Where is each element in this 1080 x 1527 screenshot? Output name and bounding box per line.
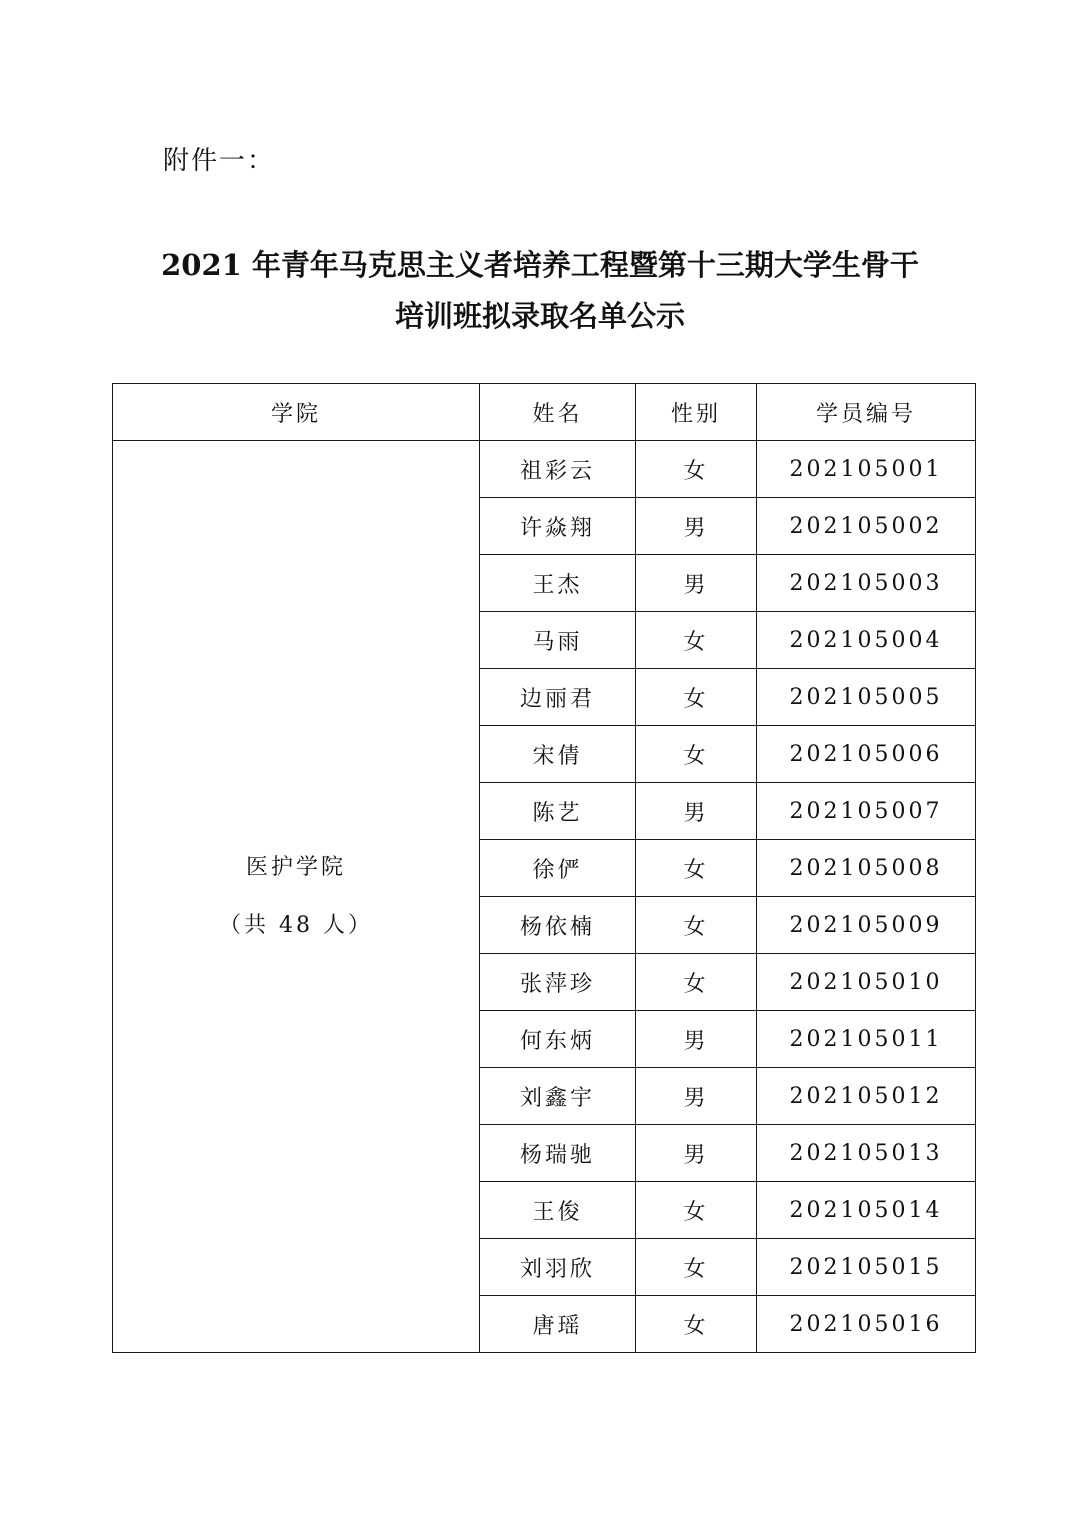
student-name: 杨瑞驰 <box>480 1125 636 1182</box>
student-name: 徐俨 <box>480 840 636 897</box>
table-row <box>113 441 976 498</box>
student-name: 边丽君 <box>480 669 636 726</box>
student-name: 祖彩云 <box>480 441 636 498</box>
student-gender: 女 <box>636 726 757 783</box>
student-name: 刘鑫宇 <box>480 1068 636 1125</box>
college-count: （共 48 人） <box>219 912 373 938</box>
student-id: 202105008 <box>757 840 976 897</box>
college-cell <box>113 441 480 1353</box>
admission-roster-table <box>112 383 976 1353</box>
student-name: 何东炳 <box>480 1011 636 1068</box>
student-gender: 女 <box>636 441 757 498</box>
student-id: 202105016 <box>757 1296 976 1353</box>
student-gender: 男 <box>636 1125 757 1182</box>
student-id: 202105001 <box>757 441 976 498</box>
student-gender: 女 <box>636 1182 757 1239</box>
student-gender: 女 <box>636 897 757 954</box>
student-gender: 女 <box>636 1239 757 1296</box>
student-id: 202105010 <box>757 954 976 1011</box>
student-id: 202105002 <box>757 498 976 555</box>
student-id: 202105015 <box>757 1239 976 1296</box>
student-name: 王杰 <box>480 555 636 612</box>
student-id: 202105012 <box>757 1068 976 1125</box>
student-id: 202105006 <box>757 726 976 783</box>
student-gender: 女 <box>636 840 757 897</box>
student-name: 马雨 <box>480 612 636 669</box>
header-student-id: 学员编号 <box>757 384 976 441</box>
student-name: 宋倩 <box>480 726 636 783</box>
student-gender: 女 <box>636 612 757 669</box>
student-id: 202105004 <box>757 612 976 669</box>
student-name: 许焱翔 <box>480 498 636 555</box>
student-gender: 男 <box>636 1011 757 1068</box>
document-title-line-2: 培训班拟录取名单公示 <box>394 299 685 333</box>
student-gender: 女 <box>636 1296 757 1353</box>
student-name: 唐瑶 <box>480 1296 636 1353</box>
student-id: 202105005 <box>757 669 976 726</box>
student-gender: 女 <box>636 954 757 1011</box>
student-name: 王俊 <box>480 1182 636 1239</box>
student-gender: 男 <box>636 555 757 612</box>
student-gender: 男 <box>636 783 757 840</box>
attachment-label: 附件一： <box>163 146 276 176</box>
student-id: 202105011 <box>757 1011 976 1068</box>
header-college: 学院 <box>113 384 480 441</box>
student-id: 202105014 <box>757 1182 976 1239</box>
table-header-row <box>113 384 976 441</box>
header-gender: 性别 <box>636 384 757 441</box>
student-name: 杨依楠 <box>480 897 636 954</box>
student-id: 202105013 <box>757 1125 976 1182</box>
student-name: 张萍珍 <box>480 954 636 1011</box>
college-name: 医护学院 <box>245 854 346 880</box>
student-name: 刘羽欣 <box>480 1239 636 1296</box>
student-gender: 女 <box>636 669 757 726</box>
student-id: 202105003 <box>757 555 976 612</box>
student-id: 202105007 <box>757 783 976 840</box>
student-name: 陈艺 <box>480 783 636 840</box>
document-title-line-1: 2021 年青年马克思主义者培养工程暨第十三期大学生骨干 <box>161 248 919 282</box>
student-id: 202105009 <box>757 897 976 954</box>
student-gender: 男 <box>636 1068 757 1125</box>
header-name: 姓名 <box>480 384 636 441</box>
student-gender: 男 <box>636 498 757 555</box>
